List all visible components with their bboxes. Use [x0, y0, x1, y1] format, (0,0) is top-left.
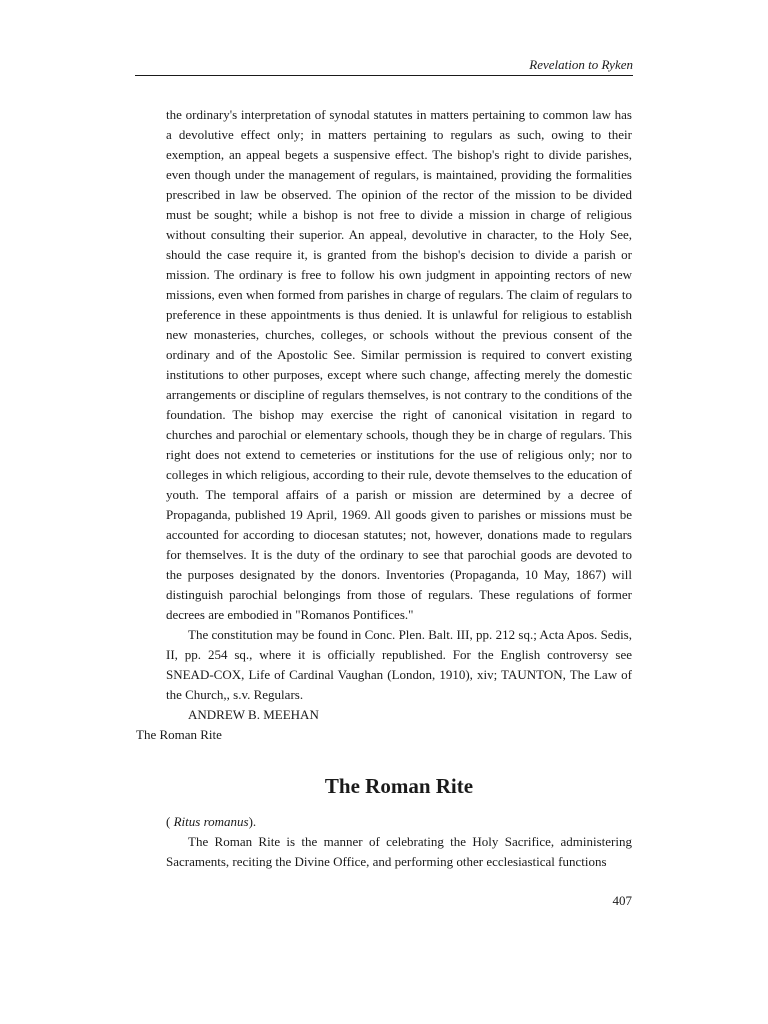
body-paragraph: the ordinary's interpretation of synodal statutes in matters pertaining to common law has a devolutive effect only; in matters pertaining to regulars as such, owing to their exemption, an appeal begets a suspensive effect. The bishop's right to divide parishes, even though under the management of regulars, is maintained, providing the formalities prescribed in law be observed. The opinion of the rector of the mission to be divided must be sought; while a bishop is not free to divide a mission in charge of religious without consulting their superior. An appeal, devolutive in character, to the Holy See, should the case require it, is granted from the bishop's decision to divide a parish or mission. The ordinary is free to follow his own judgment in appointing rectors of new missions, even when formed from parishes in charge of regulars. The claim of regulars to preference in these appointments is thus denied. It is unlawful for religious to establish new monasteries, churches, colleges, or schools without the previous consent of the ordinary and of the Apostolic See. Similar permission is required to convert existing institutions to other purposes, except where such change, affecting merely the domestic arrangements or discipline of regulars themselves, is not contrary to the conditions of the foundation. The bishop may exercise the right of canonical visitation in regard to churches and parochial or elementary schools, though they be in charge of regulars. This right does not extend to cemeteries or institutions for the use of religious only; nor to colleges in which religious, according to their rule, devote themselves to the education of youth. The temporal affairs of a parish or mission are determined by a decree of Propaganda, published 19 April, 1969. All goods given to parishes or missions must be accounted for according to diocesan statutes; not, however, donations made to regulars for themselves. It is the duty of the ordinary to see that parochial goods are devoted to the purposes designated by the donors. Inventories (Propaganda, 10 May, 1867) will distinguish parochial belongings from those of regulars. These regulations of former decrees are embodied in "Romanos Pontifices." [166, 107, 632, 622]
running-head: Revelation to Ryken [529, 57, 633, 72]
section-body [166, 812, 632, 872]
article-body [166, 105, 632, 725]
lead-paragraph: The Roman Rite is the manner of celebrating the Holy Sacrifice, administering Sacraments, reciting the Divine Office, and performing other ecclesiastical functions [166, 834, 632, 869]
header-rule [135, 75, 633, 76]
section-title: The Roman Rite [324, 774, 474, 798]
next-entry-label: The Roman Rite [136, 727, 222, 742]
latin-open: ( [166, 814, 174, 829]
author-signature: ANDREW B. MEEHAN [188, 707, 319, 722]
page-number: 407 [612, 893, 632, 908]
latin-name: Ritus romanus [173, 814, 249, 829]
latin-close: ). [248, 814, 257, 829]
latin-name-line [166, 812, 632, 832]
bibliography-paragraph: The constitution may be found in Conc. Plen. Balt. III, pp. 212 sq.; Acta Apos. Sedis, II, pp. 254 sq., where it is officially republished. For the English controversy see SNEAD-COX, Life of Cardinal Vaughan (London, 1910), xiv; TAUNTON, The Law of the Church,, s.v. Regulars. [166, 627, 632, 702]
